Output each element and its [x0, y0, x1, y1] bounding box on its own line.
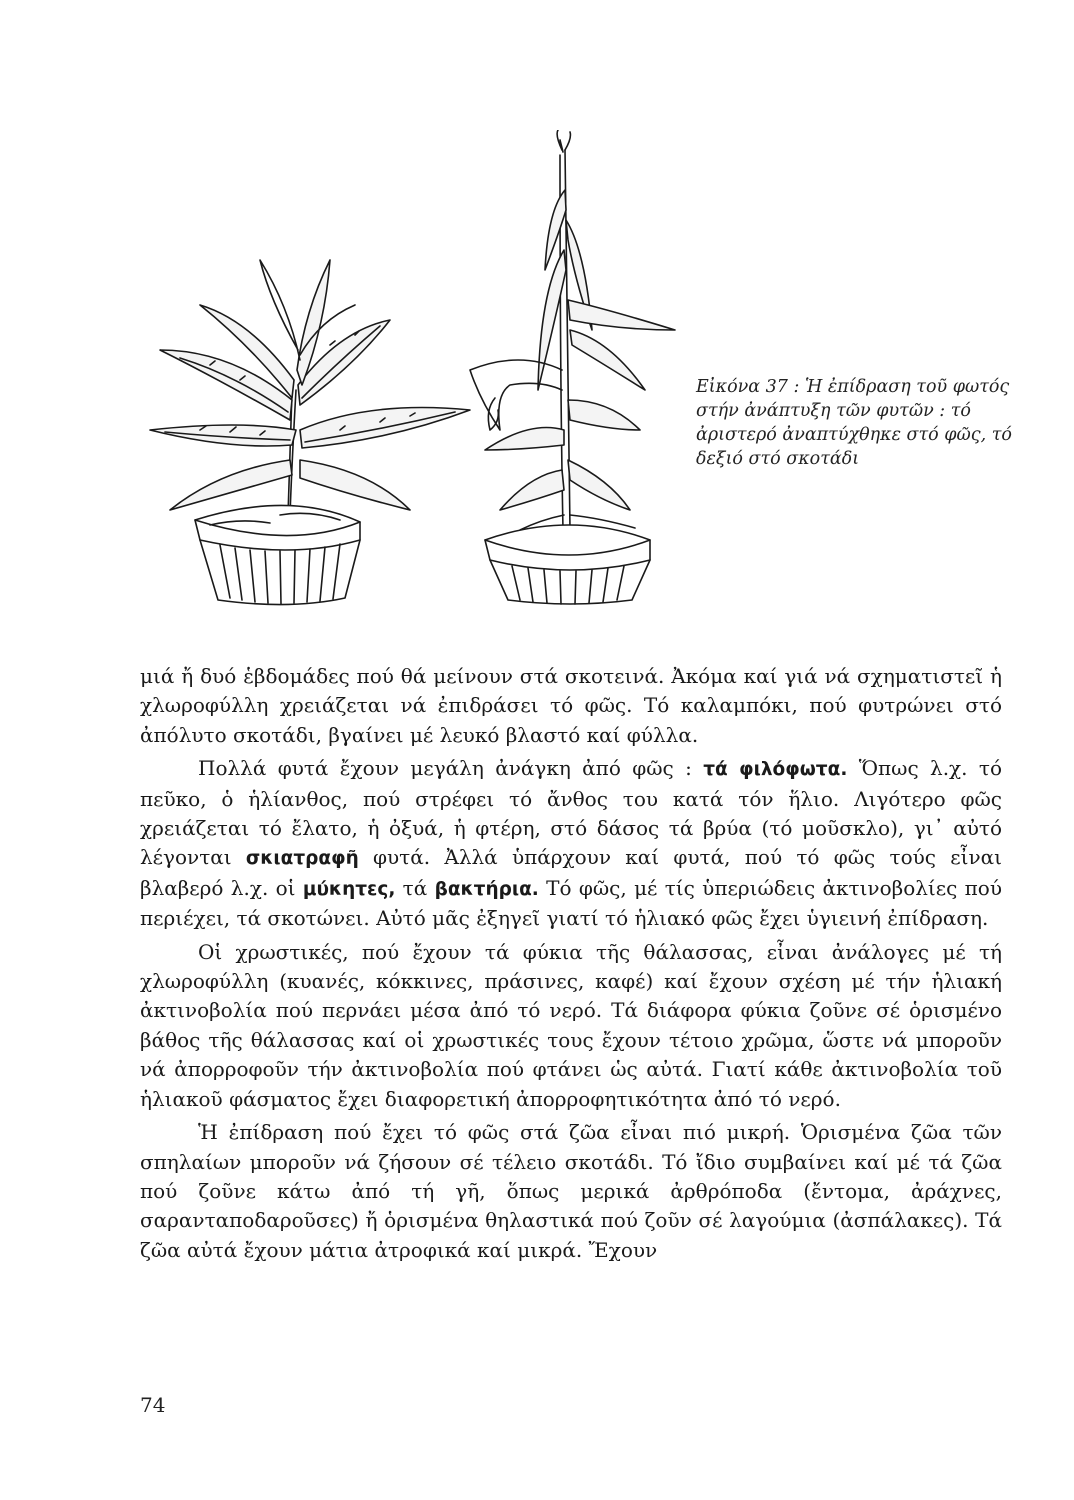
- paragraph-2-text-d: φυτά. Ἀλλά ὑπάρχουν καί φυτά, πού τό φῶς τούς εἶναι βλαβερό λ.χ. οἱ: [140, 845, 1002, 900]
- paragraph-2-text-f: Τό φῶς, μέ τίς ὑπεριώδεις ἀκτινοβολίες πού περιέχει, τά σκοτώνει. Αὐτό μᾶς ἐξηγεῖ γιατί τό ἡλιακό φῶς ἔχει ὑγιεινή ἐπίδραση.: [140, 875, 1002, 931]
- figure-caption: Εἰκόνα 37 : Ἡ ἐπίδραση τοῦ φωτός στήν ἀνάπτυξη τῶν φυτῶν : τό ἀριστερό ἀναπτύχθηκε στό φῶς, τό δεξιό στό σκοτάδι: [696, 377, 1012, 469]
- body-text: [140, 662, 1002, 1269]
- plants-illustration: [140, 130, 700, 610]
- paragraph-2-text-a: Πολλά φυτά ἔχουν μεγάλη ἀνάγκη ἀπό φῶς :: [198, 756, 704, 781]
- term-mykites: μύκητες,: [302, 878, 396, 900]
- paragraph-1: μιά ἤ δυό ἑβδομάδες πού θά μείνουν στά σκοτεινά. Ἀκόμα καί γιά νά σχηματιστεῖ ἡ χλωροφύλλη χρειάζεται νά ἐπιδράσει τό φῶς. Τό καλαμπόκι, πού φυτρώνει στό ἀπόλυτο σκοτάδι, βγαίνει μέ λευκό βλαστό καί φύλλα.: [140, 664, 1002, 747]
- page-number: 74: [140, 1393, 166, 1417]
- term-skiatrafi: σκιατραφῆ: [245, 848, 359, 870]
- plants-drawing: [140, 130, 700, 610]
- paragraph-2-text-c: Ὅπως λ.χ. τό πεῦκο, ὁ ἡλίανθος, πού στρέφει τό ἄνθος του κατά τόν ἥλιο. Λιγότερο φῶς χρειάζεται τό ἔλατο, ἡ ὀξυά, ἡ φτέρη, στό δάσος τά βρύα (τό μοῦσκλο), γι᾽ αὐτό λέγονται: [140, 756, 1002, 870]
- paragraph-3: Οἱ χρωστικές, πού ἔχουν τά φύκια τῆς θάλασσας, εἶναι ἀνάλογες μέ τή χλωροφύλλη (κυανές, κόκκινες, πράσινες, καφέ) καί ἔχουν σχέση μέ τήν ἡλιακή ἀκτινοβολία πού περνάει μέσα ἀπό τό νερό. Τά διάφορα φύκια ζοῦνε σέ ὁρισμένο βάθος τῆς θάλασσας καί οἱ χρωστικές τους ἔχουν τέτοιο χρῶμα, ὥστε νά μποροῦν νά ἀπορροφοῦν τήν ἀκτινοβολία πού φτάνει ὡς αὐτά. Γιατί κάθε ἀκτινοβολία τοῦ ἡλιακοῦ φάσματος ἔχει διαφορετική ἀπορροφητικότητα ἀπό τό νερό.: [140, 939, 1002, 1111]
- left-plant: [150, 260, 470, 605]
- term-vaktiria: βακτήρια.: [434, 878, 539, 900]
- term-philophota: τά φιλόφωτα.: [703, 759, 848, 781]
- paragraph-2-text-e: τά: [395, 875, 435, 900]
- paragraph-2: [140, 754, 1002, 933]
- right-plant: [470, 130, 675, 604]
- paragraph-4: Ἡ ἐπίδραση πού ἔχει τό φῶς στά ζῶα εἶναι πιό μικρή. Ὁρισμένα ζῶα τῶν σπηλαίων μποροῦν νά ζήσουν σέ τέλειο σκοτάδι. Τό ἴδιο συμβαίνει καί μέ τά ζῶα πού ζοῦνε κάτω ἀπό τή γῆ, ὅπως μερικά ἀρθρόποδα (ἔντομα, ἀράχνες, σαρανταποδαροῦσες) ἤ ὁρισμένα θηλαστικά πού ζοῦν σέ λαγούμια (ἀσπάλακες). Τά ζῶα αὐτά ἔχουν μάτια ἀτροφικά καί μικρά. Ἔχουν: [140, 1120, 1002, 1262]
